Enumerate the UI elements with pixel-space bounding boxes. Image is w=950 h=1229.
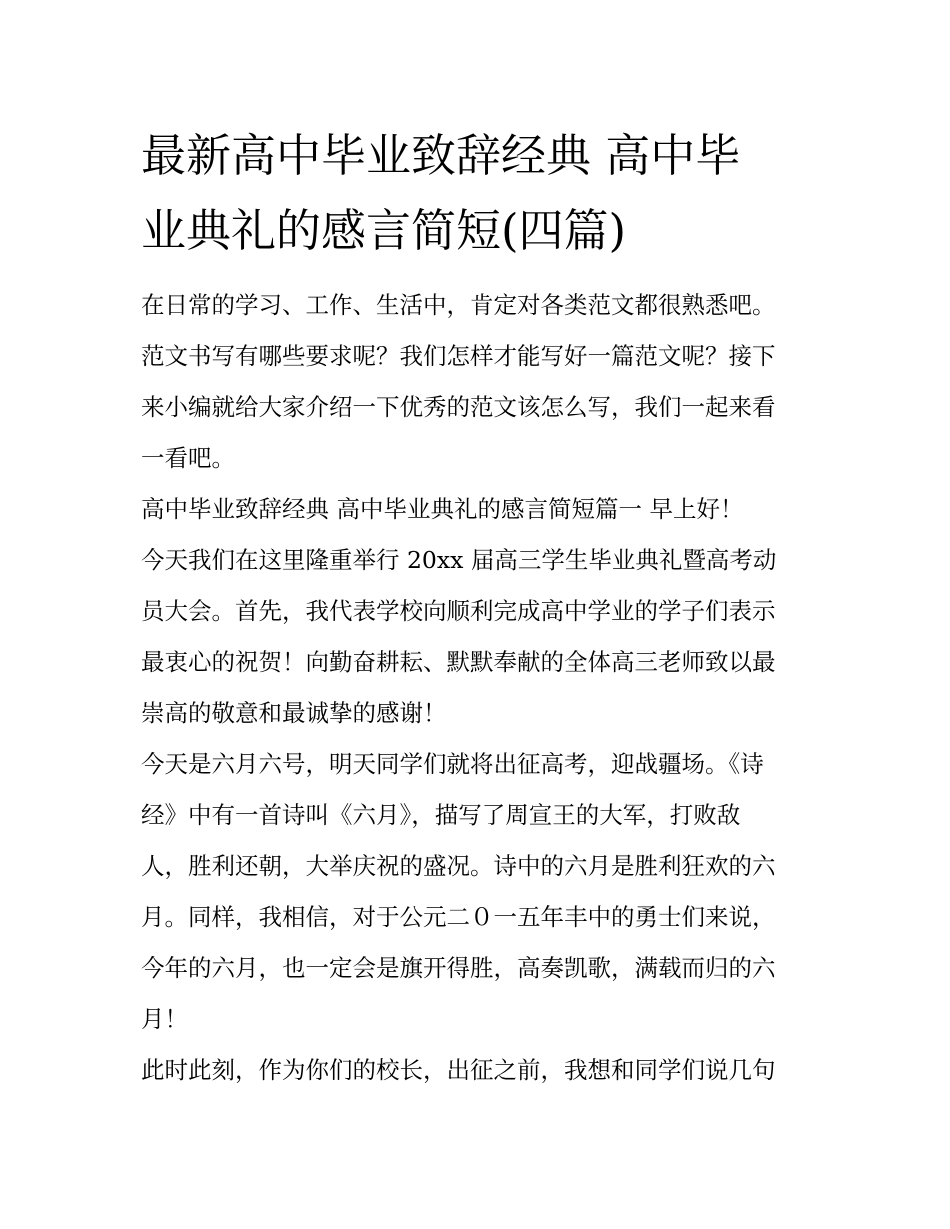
body-line: 一看吧。 — [141, 444, 235, 472]
title-line-2: 业典礼的感言简短(四篇) — [141, 204, 627, 257]
body-line: 今天是六月六号，明天同学们就将出征高考，迎战疆场。《诗 — [141, 750, 764, 778]
body-line: 高中毕业致辞经典 高中毕业典礼的感言简短篇一 早上好！ — [141, 495, 744, 523]
body-line: 月。同样，我相信，对于公元二０一五年丰中的勇士们来说， — [141, 903, 776, 931]
title-line-1: 最新高中毕业致辞经典 高中毕 — [141, 129, 741, 182]
body-line: 在日常的学习、工作、生活中，肯定对各类范文都很熟悉吧。 — [141, 291, 776, 319]
body-line: 今天我们在这里隆重举行 20xx 届高三学生毕业典礼暨高考动 — [141, 546, 777, 574]
document-body — [141, 280, 821, 1096]
body-line: 今年的六月，也一定会是旗开得胜，高奏凯歌，满载而归的六 — [141, 954, 776, 982]
body-line: 经》中有一首诗叫《六月》，描写了周宣王的大军，打败敌 — [141, 801, 741, 829]
body-line: 月！ — [141, 1005, 188, 1033]
document-title — [141, 118, 821, 268]
body-line: 此时此刻，作为你们的校长，出征之前，我想和同学们说几句 — [141, 1056, 776, 1084]
body-line: 人，胜利还朝，大举庆祝的盛况。诗中的六月是胜利狂欢的六 — [141, 852, 776, 880]
body-line: 来小编就给大家介绍一下优秀的范文该怎么写，我们一起来看 — [141, 393, 776, 421]
body-line: 员大会。首先，我代表学校向顺利完成高中学业的学子们表示 — [141, 597, 776, 625]
body-line: 最衷心的祝贺！向勤奋耕耘、默默奉献的全体高三老师致以最 — [141, 648, 776, 676]
body-line: 范文书写有哪些要求呢？我们怎样才能写好一篇范文呢？接下 — [141, 342, 776, 370]
body-line: 崇高的敬意和最诚挚的感谢！ — [141, 699, 447, 727]
